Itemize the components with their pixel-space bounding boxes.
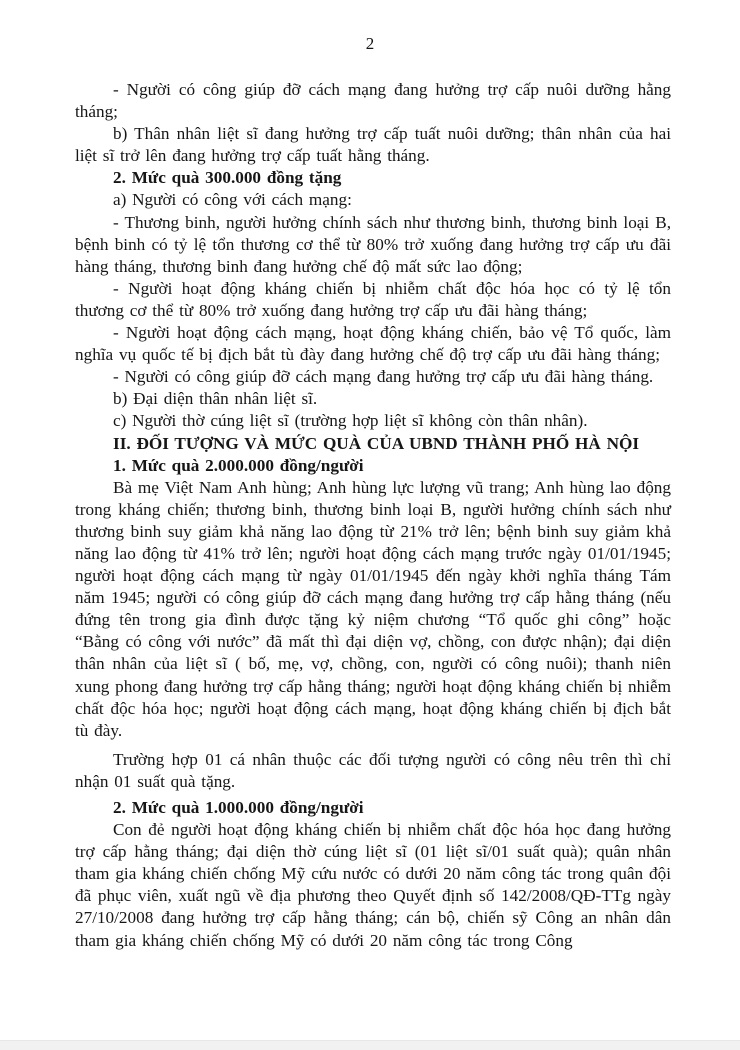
page-number: 2	[365, 34, 375, 53]
bullet-item: - Người hoạt động cách mạng, hoạt động kháng chiến, bảo vệ Tổ quốc, làm nghĩa vụ quốc tế bị địch bắt tù đày đang hưởng chế độ trợ cấp ưu đãi hàng tháng;	[75, 323, 671, 365]
bullet-item: - Người có công giúp đỡ cách mạng đang hưởng trợ cấp ưu đãi hàng tháng.	[113, 367, 654, 387]
bullet-item: - Người hoạt động kháng chiến bị nhiễm chất độc hóa học có tỷ lệ tổn thương cơ thể từ 80% trở xuống đang hưởng trợ cấp ưu đãi hàng tháng;	[75, 278, 671, 320]
subsection-heading: 2. Mức quà 1.000.000 đồng/người	[113, 798, 364, 817]
bullet-item: - Người có công giúp đỡ cách mạng đang hưởng trợ cấp nuôi dưỡng hằng tháng;	[75, 80, 671, 122]
body-paragraph: Con đẻ người hoạt động kháng chiến bị nhiễm chất độc hóa học đang hưởng trợ cấp hằng tháng; đại diện thờ cúng liệt sĩ (01 liệt sĩ/01 suất quà); quân nhân tham gia kháng chiến chống Mỹ cứu nước có dưới 20 năm công tác trong quân đội đã phục viên, xuất ngũ về địa phương theo Quyết định số 142/2008/QĐ-TTg ngày 27/10/2008 đang hưởng trợ cấp hằng tháng; cán bộ, chiến sỹ Công an nhân dân tham gia kháng chiến chống Mỹ có dưới 20 năm công tác trong Công	[75, 820, 671, 950]
section-heading: II. ĐỐI TƯỢNG VÀ MỨC QUÀ CỦA UBND THÀNH PHỐ HÀ NỘI	[113, 433, 640, 453]
body-paragraph: Trường hợp 01 cá nhân thuộc các đối tượng người có công nêu trên thì chỉ nhận 01 suất quà tặng.	[75, 749, 671, 791]
document-body	[75, 79, 671, 952]
clause-item: c) Người thờ cúng liệt sĩ (trường hợp liệt sĩ không còn thân nhân).	[113, 411, 588, 431]
clause-item: b) Thân nhân liệt sĩ đang hưởng trợ cấp tuất nuôi dưỡng; thân nhân của hai liệt sĩ trở lên đang hưởng trợ cấp tuất hằng tháng.	[75, 124, 671, 166]
subsection-heading: 1. Mức quà 2.000.000 đồng/người	[113, 455, 364, 475]
viewer-bottom-strip	[0, 1040, 740, 1050]
bullet-item: - Thương binh, người hưởng chính sách như thương binh, thương binh loại B, bệnh binh có tỷ lệ tổn thương cơ thể từ 80% trở xuống đang hưởng trợ cấp ưu đãi hàng tháng, thương binh đang hưởng chế độ mất sức lao động;	[75, 212, 671, 276]
clause-item: a) Người có công với cách mạng:	[113, 190, 352, 210]
body-paragraph: Bà mẹ Việt Nam Anh hùng; Anh hùng lực lượng vũ trang; Anh hùng lao động trong kháng chiến; thương binh, thương binh loại B, người hưởng chính sách như thương binh suy giảm khả năng lao động từ 21% trở lên; bệnh binh suy giảm khả năng lao động từ 41% trở lên; người hoạt động cách mạng trước ngày 01/01/1945; người hoạt động cách mạng từ ngày 01/01/1945 đến ngày khởi nghĩa tháng Tám năm 1945; người có công giúp đỡ cách mạng đang hưởng trợ cấp hằng tháng (nếu đứng tên trong gia đình được tặng kỷ niệm chương “Tổ quốc ghi công” hoặc “Bằng có công với nước” đã mất thì đại diện vợ, chồng, con được nhận); đại diện thân nhân của liệt sĩ ( bố, mẹ, vợ, chồng, con, người có công nuôi); thanh niên xung phong đang hưởng trợ cấp hằng tháng; người hoạt động kháng chiến bị nhiễm chất độc hóa học; người hoạt động cách mạng, hoạt động kháng chiến bị địch bắt tù đày.	[75, 477, 671, 740]
subsection-heading: 2. Mức quà 300.000 đồng tặng	[113, 168, 342, 188]
clause-item: b) Đại diện thân nhân liệt sĩ.	[113, 389, 318, 409]
